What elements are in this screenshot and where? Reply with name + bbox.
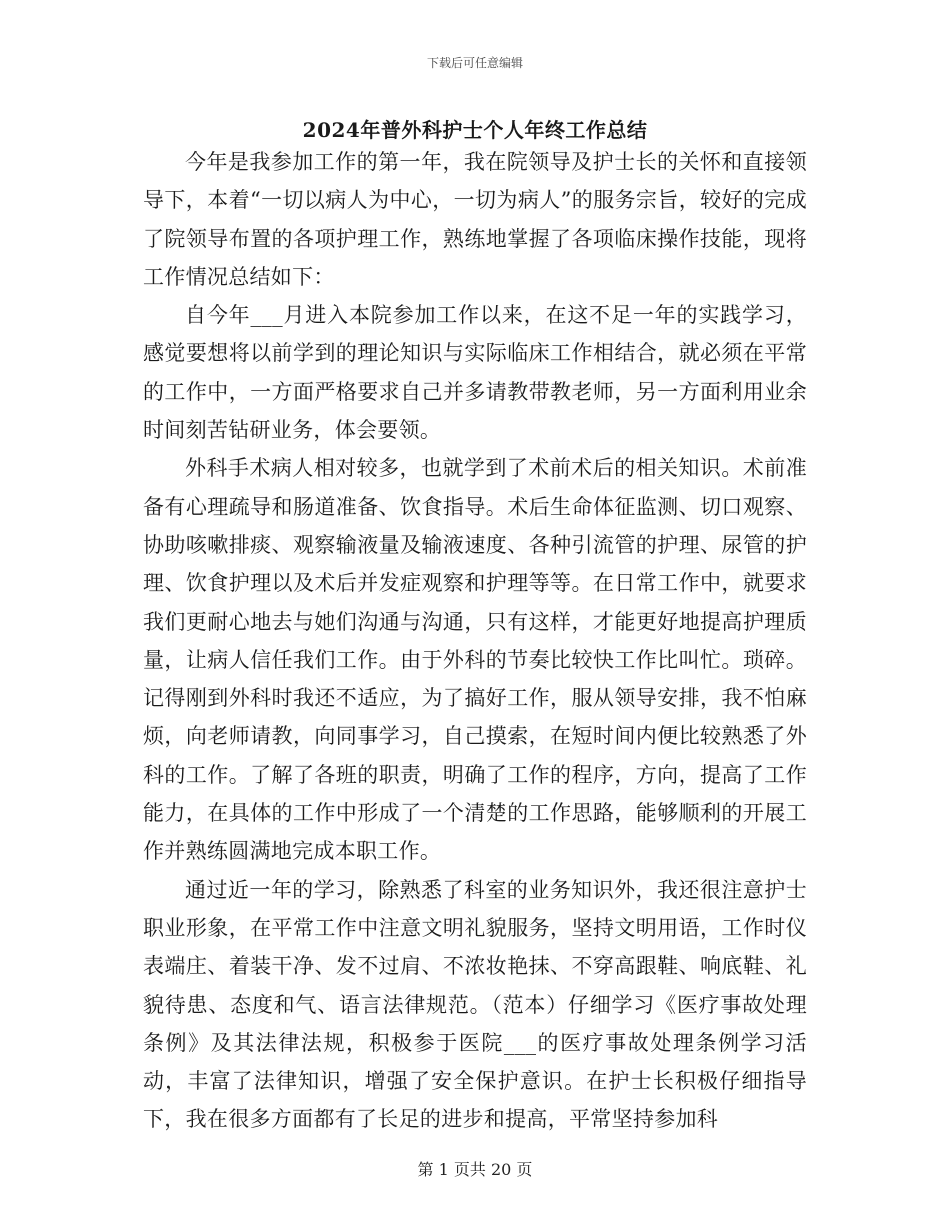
- paragraph-2: 自今年___月进入本院参加工作以来，在这不足一年的实践学习，感觉要想将以前学到的理论知识与实际临床工作相结合，就必须在平常的工作中，一方面严格要求自己并多请教带教老师，另一方面利用业余时间刻苦钻研业务，体会要领。: [143, 303, 807, 443]
- document-body: [143, 143, 807, 1139]
- page-footer: 第 1 页共 20 页: [417, 1160, 533, 1179]
- header-note: 下载后可任意编辑: [426, 56, 523, 70]
- paragraph-1: 今年是我参加工作的第一年，我在院领导及护士长的关怀和直接领导下，本着“一切以病人为中心，一切为病人”的服务宗旨，较好的完成了院领导布置的各项护理工作，熟练地掌握了各项临床操作技能，现将工作情况总结如下：: [143, 150, 807, 289]
- document-title: 2024年普外科护士个人年终工作总结: [302, 118, 648, 142]
- paragraph-3: 外科手术病人相对较多，也就学到了术前术后的相关知识。术前准备有心理疏导和肠道准备、饮食指导。术后生命体征监测、切口观察、协助咳嗽排痰、观察输液量及输液速度、各种引流管的护理、尿管的护理、饮食护理以及术后并发症观察和护理等等。在日常工作中，就要求我们更耐心地去与她们沟通与沟通，只有这样，才能更好地提高护理质量，让病人信任我们工作。由于外科的节奏比较快工作比叫忙。琐碎。记得刚到外科时我还不适应，为了搞好工作，服从领导安排，我不怕麻烦，向老师请教，向同事学习，自己摸索，在短时间内便比较熟悉了外科的工作。了解了各班的职责，明确了工作的程序，方向，提高了工作能力，在具体的工作中形成了一个清楚的工作思路，能够顺利的开展工作并熟练圆满地完成本职工作。: [143, 456, 807, 864]
- paragraph-4: 通过近一年的学习，除熟悉了科室的业务知识外，我还很注意护士职业形象，在平常工作中注意文明礼貌服务，坚持文明用语，工作时仪表端庄、着装干净、发不过肩、不浓妆艳抹、不穿高跟鞋、响底鞋、礼貌待患、态度和气、语言法律规范。（范本）仔细学习《医疗事故处理条例》及其法律法规，积极参于医院___的医疗事故处理条例学习活动，丰富了法律知识，增强了安全保护意识。在护士长积极仔细指导下，我在很多方面都有了长足的进步和提高，平常坚持参加科: [143, 877, 807, 1132]
